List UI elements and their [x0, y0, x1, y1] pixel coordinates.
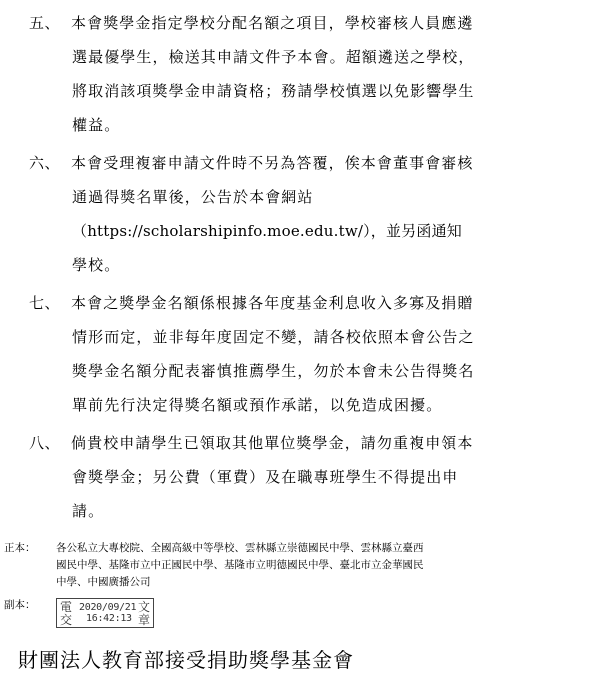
clause-line: 請。 — [72, 502, 105, 520]
clause-line: 選最優學生，檢送其申請文件予本會。超額遴送之學校， — [72, 48, 475, 66]
clause-line: 倘貴校申請學生已領取其他單位獎學金，請勿重複申領本 — [71, 434, 474, 452]
clause-8 — [0, 426, 606, 528]
clause-line: 本會之獎學金名額係根據各年度基金利息收入多寡及捐贈 — [71, 294, 474, 312]
clause-7 — [0, 286, 606, 422]
clause-number: 八、 — [29, 434, 61, 452]
electronic-exchange-stamp — [56, 598, 154, 628]
clause-line: 獎學金名額分配表審慎推薦學生，勿於本會未公告得獎名 — [72, 362, 475, 380]
clause-line: 單前先行決定得獎名額或預作承諾，以免造成困擾。 — [72, 396, 443, 414]
clause-number: 五、 — [29, 14, 61, 32]
stamp-corner: 文 — [137, 600, 150, 614]
recipients-line: 各公私立大專校院、全國高級中等學校、雲林縣立崇德國民中學、雲林縣立臺西 — [56, 542, 424, 554]
stamp-corner: 章 — [137, 613, 150, 627]
cc-label: 副本： — [4, 599, 36, 611]
issuing-organization: 財團法人教育部接受捐助獎學基金會 — [18, 648, 354, 672]
clause-5 — [0, 6, 606, 142]
clause-line: 通過得獎名單後，公告於本會網站 — [72, 188, 314, 206]
clause-line: 本會獎學金指定學校分配名額之項目，學校審核人員應遴 — [71, 14, 474, 32]
clause-6 — [0, 146, 606, 282]
clause-number: 七、 — [29, 294, 61, 312]
clause-line: 本會受理複審申請文件時不另為答覆，俟本會董事會審核 — [71, 154, 474, 172]
clause-line: 權益。 — [72, 116, 121, 134]
clause-line: 學校。 — [72, 256, 121, 274]
document-body — [0, 6, 606, 532]
recipients-line: 國民中學、基隆市立中正國民中學、基隆市立明德國民中學、臺北市立金華國民 — [56, 559, 424, 571]
stamp-corner: 交 — [60, 613, 73, 627]
stamp-corner: 電 — [60, 600, 73, 614]
stamp-time: 16:42:13 — [86, 613, 132, 624]
stamp-date: 2020/09/21 — [79, 602, 137, 613]
recipients-block — [4, 540, 604, 591]
clause-line: 會獎學金；另公費（軍費）及在職專班學生不得提出申 — [72, 468, 459, 486]
website-url-line: （https://scholarshipinfo.moe.edu.tw/），並另函通知 — [72, 222, 463, 240]
clause-line: 情形而定，並非每年度固定不變，請各校依照本會公告之 — [72, 328, 475, 346]
recipients-line: 中學、中國廣播公司 — [56, 576, 151, 588]
clause-line: 將取消該項獎學金申請資格；務請學校慎選以免影響學生 — [72, 82, 475, 100]
clause-number: 六、 — [29, 154, 61, 172]
recipients-label: 正本： — [4, 542, 36, 554]
